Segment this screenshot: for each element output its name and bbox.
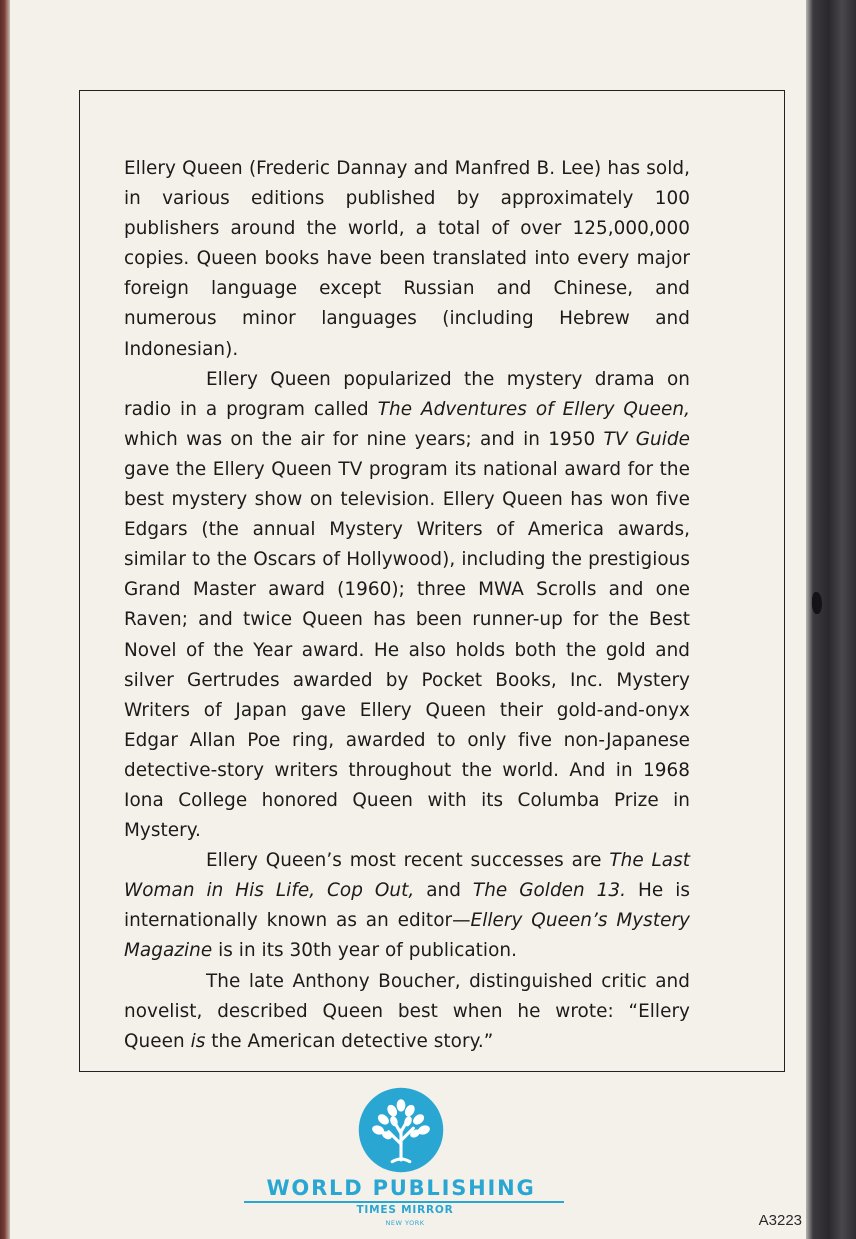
italic-text-run: Ellery Queen’s Mystery Magazine (124, 910, 690, 962)
author-biography (124, 154, 690, 1057)
text-run: the American detective story.” (205, 1030, 494, 1052)
italic-text-run: The Adventures of Ellery Queen, (377, 398, 690, 420)
publisher-subtitle: TIMES MIRROR (356, 1204, 454, 1216)
italic-text-run: TV Guide (603, 428, 690, 450)
italic-text-run: is (190, 1030, 206, 1052)
text-run: is in its 30th year of publication. (212, 940, 517, 962)
text-run: and (414, 880, 473, 902)
cover-binding-spine (806, 0, 856, 1239)
italic-text-run: The Golden 13. (472, 880, 627, 902)
text-run: gave the Ellery Queen TV program its national award for the best mystery show on television. Ellery Queen has won five Edgars (the annual Mystery Writers of America awards, similar to the Oscars of Hollywood), including the prestigious Grand Master award (1960); three MWA Scrolls and one Raven; and twice Queen has been runner-up for the Best Novel of the Year award. He also holds both the gold and silver Gertrudes awarded by Pocket Books, Inc. Mystery Writers of Japan gave Ellery Queen their gold-and-onyx Edgar Allan Poe ring, awarded to only five non-Japanese detective-story writers throughout the world. And in 1968 Iona College honored Queen with its Columba Prize in Mystery. (124, 458, 690, 842)
text-run: Ellery Queen popularized the mystery drama on radio in a program called (124, 368, 690, 420)
text-run: The late Anthony Boucher, distinguished critic and novelist, described Queen best when he wrote: “Ellery Queen (124, 970, 690, 1052)
publisher-city: NEW YORK (385, 1219, 425, 1227)
spine-wear-mark (812, 592, 822, 614)
publisher-rule (244, 1201, 564, 1203)
paragraph (124, 365, 690, 847)
cover-left-edge (0, 0, 10, 1239)
paragraph (124, 846, 690, 966)
tree-in-circle-icon (357, 1086, 445, 1174)
text-run: Ellery Queen’s most recent successes are (206, 850, 610, 872)
text-run: Ellery Queen (Frederic Dannay and Manfred B. Lee) has sold, in various editions published by approximately 100 publishers around the world, a total of over 125,000,000 copies. Queen books have been translated into every major foreign language except Russian and Chinese, and numerous minor languages (including Hebrew and Indonesian). (124, 158, 690, 360)
catalog-number: A3223 (758, 1212, 802, 1229)
text-run: He is internationally known as an editor— (124, 880, 690, 932)
text-run: which was on the air for nine years; and in 1950 (124, 428, 604, 450)
italic-text-run: The Last Woman in His Life, Cop Out, (124, 850, 690, 902)
paragraph (124, 154, 690, 365)
paragraph (124, 967, 690, 1057)
publisher-name: WORLD PUBLISHING (266, 1176, 536, 1200)
